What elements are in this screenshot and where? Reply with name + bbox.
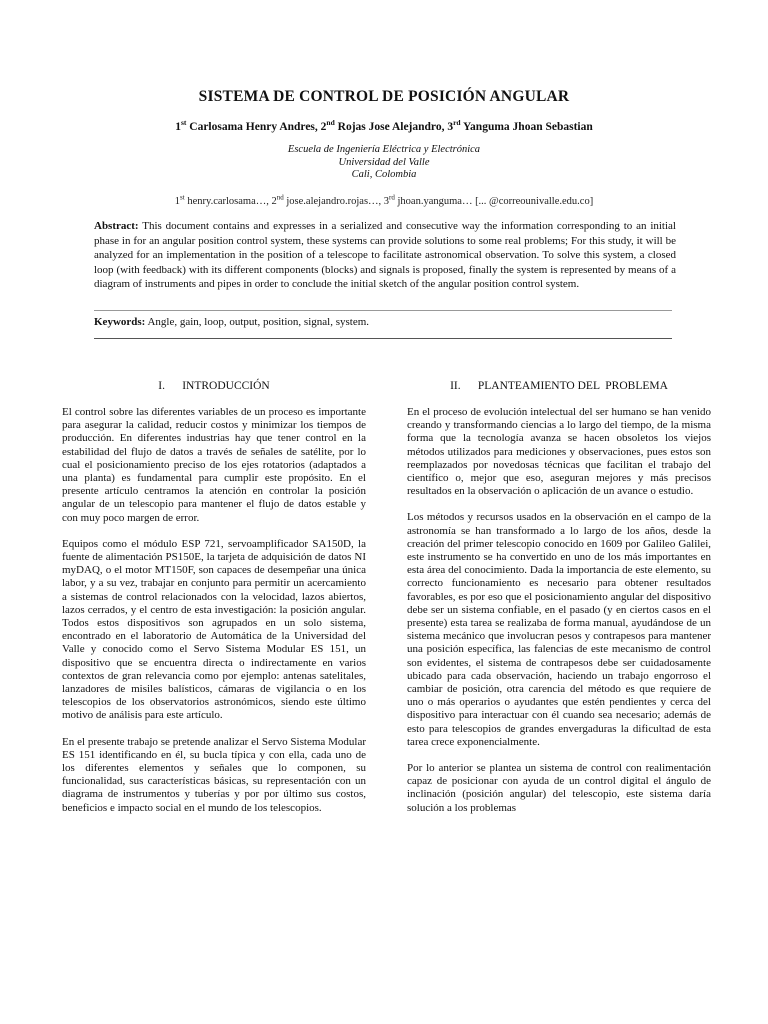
email-1: 1st henry.carlosama…, xyxy=(174,193,269,207)
keywords-text: Angle, gain, loop, output, position, signal, system. xyxy=(147,316,370,328)
section-heading-introduccion: I. INTRODUCCIÓN xyxy=(158,380,270,392)
section-heading-planteamiento: II. PLANTEAMIENTO DEL PROBLEMA xyxy=(450,380,668,392)
divider-bottom xyxy=(94,338,672,339)
keywords xyxy=(94,316,676,328)
email-3: 3rd jhoan.yanguma… [... @correounivalle.edu.co] xyxy=(383,193,594,207)
abstract xyxy=(94,219,676,292)
affiliation-university: Universidad del Valle xyxy=(338,156,430,168)
column-left xyxy=(62,380,366,828)
paragraph: En el presente trabajo se pretende analizar el Servo Sistema Modular ES 151 identificando en él, su bucla típica y con ella, cada uno de los diferentes elementos y señales que lo componen, su funcionalidad, sus características básicas, su representación con un diagrama de instrumentos y tuberías y por por último sus costos, beneficios e impacto social en el mundo de los telescopios. xyxy=(62,735,366,814)
paragraph: El control sobre las diferentes variables de un proceso es importante para asegurar la calidad, reducir costos y minimizar los tiempos de producción. En diferentes industrias hay que tener control en la estabilidad del flujo de datos a través de señales de satélite, por lo cual el posicionamiento preciso de los ejes rotatorios (adaptados a una planta) es fundamental para cumplir este propósito. En el presente artículo centramos la atención en controlar la posición angular de un telescopio para mantener el flujo de datos estable y con muy poco margen de error. xyxy=(62,406,366,524)
divider-top xyxy=(94,310,672,311)
paper-title: SISTEMA DE CONTROL DE POSICIÓN ANGULAR xyxy=(198,88,570,105)
affiliation-school: Escuela de Ingeniería Eléctrica y Electrónica xyxy=(287,144,481,155)
paragraph: Equipos como el módulo ESP 721, servoamplificador SA150D, la fuente de alimentación PS150E, la tarjeta de adquisición de datos NI myDAQ, o el motor MT150F, son capaces de desempeñar una única labor, y a su vez, trabajar en conjunto para permitir un acercamiento a sistemas de control relacionados con la velocidad, lazos abiertos, lazos cerrados, y el centro de esta investigación: la posición angular. Todos estos dispositivos son agrupados en un solo sistema, encontrado en el laboratorio de Automática de la Universidad del Valle y conocido como el Servo Sistema Modular ES 151, un dispositivo que se encuentra directa o indirectamente en varios contextos de gran relevancia como por ejemplo: antenas satelitales, lanzadores de misiles balísticos, cámaras de vigilancia o en los telescopios de los observatorios astronómicos, siendo este último motivo de análisis para este artículo. xyxy=(62,537,366,722)
abstract-text: This document contains and expresses in a serialized and consecutive way the information corresponding to an initial phase in for an angular position control system, these systems can provide solutions to some real problems; For this study, it will be analyzed for an implementation in the position of a telescope to facilitate astronomical observation. To solve this system, a closed loop (with feedback) with its different components (blocks) and signals is proposed, finally the system is represented by means of a diagram of instruments and pipes in order to conclude the initial sketch of the angular position control system. xyxy=(94,220,676,291)
paragraph: Por lo anterior se plantea un sistema de control con realimentación capaz de posicionar con ayuda de un control digital el ángulo de inclinación (posición angular) del telescopio, este sistema daría solución a los problemas xyxy=(407,762,711,814)
author-1: 1st Carlosama Henry Andres, xyxy=(175,118,318,133)
email-2: 2nd jose.alejandro.rojas…, xyxy=(271,193,382,207)
keywords-label: Keywords: xyxy=(94,316,146,328)
author-3: 3rd Yanguma Jhoan Sebastian xyxy=(447,118,593,133)
paragraph: En el proceso de evolución intelectual del ser humano se han venido creando y transformando ciencias a lo largo del tiempo, de la misma forma que la tecnología avanza se hacen obsoletos los viejos métodos utilizados para mediciones y observaciones, pues estos son reemplazados por novedosas técnicas que facilitan el trabajo del científico o, mejor que eso, aseguran mejores y más precisos resultados en la observación o aplicación de un avance o estudio. xyxy=(407,406,711,498)
author-line xyxy=(0,118,768,133)
affiliation-block xyxy=(0,144,768,182)
email-line xyxy=(0,193,768,207)
paragraph: Los métodos y recursos usados en la observación en el campo de la astronomía se han transformado a lo largo de los años, desde la creación del primer telescopio conocido en 1609 por Galileo Galilei, este instrumento se ha convertido en uno de los más importantes en esta área del conocimiento. Dada la importancia de este elemento, su correcto funcionamiento es necesario para obtener resultados favorables, es por eso que el posicionamiento angular del dispositivo debe ser un sistema confiable, en el pasado (y en ciertos casos en el presente) esta tarea se realizaba de forma manual, ayudándose de un sistema mecánico que involucran pesos y contrapesos para mantener una posición específica, las falencias de este mecanismo de control son evidentes, el sistema de contrapesos debe ser cuidadosamente ubicado para cada observación, haciendo un trabajo engorroso el cambiar de posición, otra carencia del método es que requiere de uno o más operarios o ayudantes que estén pendientes y cerca del dispositivo para interactuar con él cuando sea necesario; además de esto para telescopios de grandes envergaduras la dificultad de esta tarea crece exponencialmente. xyxy=(407,511,711,748)
author-2: 2nd Rojas Jose Alejandro, xyxy=(320,118,445,133)
abstract-label: Abstract: xyxy=(94,220,139,232)
affiliation-city: Cali, Colombia xyxy=(351,169,417,180)
column-right xyxy=(407,380,711,828)
